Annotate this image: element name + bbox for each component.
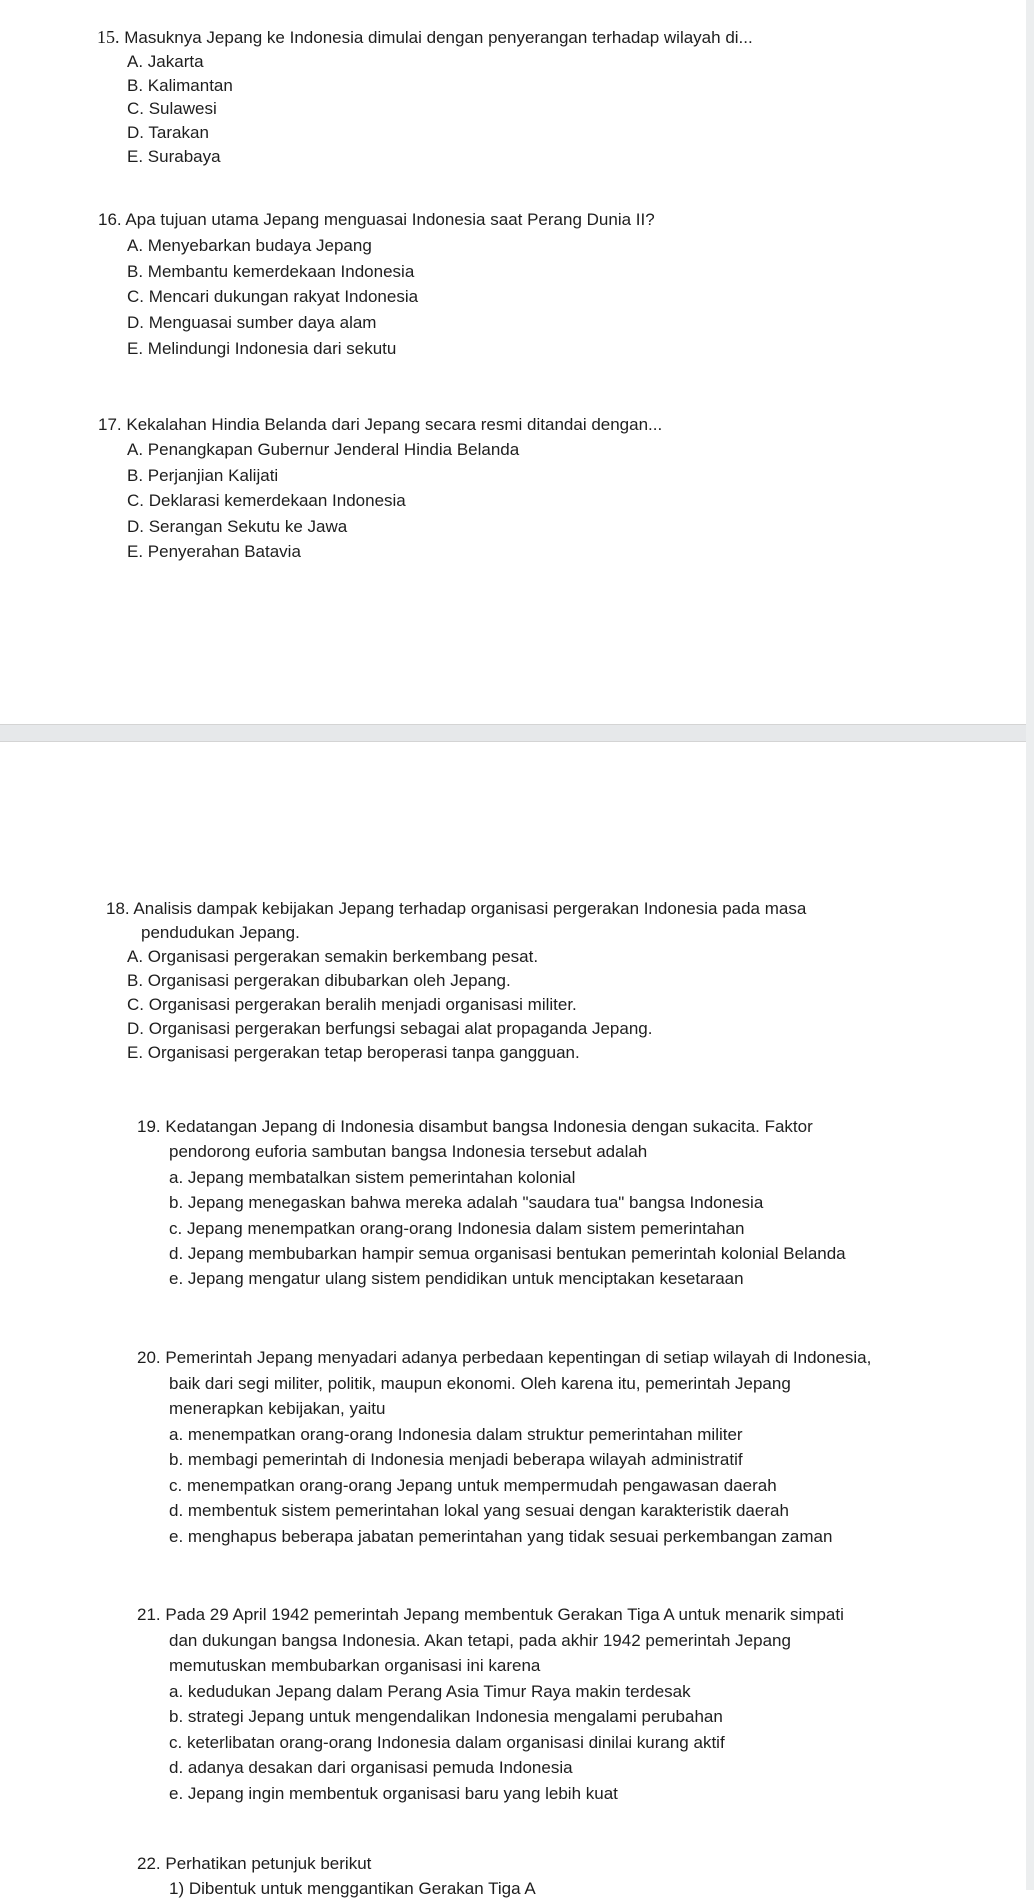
question-19-stem-line: pendorong euforia sambutan bangsa Indonesia tersebut adalah	[169, 1142, 648, 1161]
q22-partial-line: 1) Dibentuk untuk menggantikan Gerakan Tiga A	[169, 1879, 536, 1898]
q21-option: c. keterlibatan orang-orang Indonesia dalam organisasi dinilai kurang aktif	[169, 1733, 725, 1752]
question-18-stem-line: 18. Analisis dampak kebijakan Jepang terhadap organisasi pergerakan Indonesia pada masa	[106, 899, 807, 918]
question-15-number: 15.	[97, 27, 120, 47]
document-page-1	[0, 0, 1027, 724]
q20-option: e. menghapus beberapa jabatan pemerintahan yang tidak sesuai perkembangan zaman	[169, 1527, 833, 1546]
q19-option: b. Jepang menegaskan bahwa mereka adalah "saudara tua" bangsa Indonesia	[169, 1193, 764, 1212]
q19-option: d. Jepang membubarkan hampir semua organisasi bentukan pemerintah kolonial Belanda	[169, 1244, 846, 1263]
q15-option: B. Kalimantan	[127, 76, 233, 95]
q16-option: E. Melindungi Indonesia dari sekutu	[127, 339, 397, 358]
q17-option: D. Serangan Sekutu ke Jawa	[127, 517, 348, 536]
question-20-stem-line: menerapkan kebijakan, yaitu	[169, 1399, 386, 1418]
question-21-stem-line: dan dukungan bangsa Indonesia. Akan tetapi, pada akhir 1942 pemerintah Jepang	[169, 1631, 791, 1650]
q19-option: a. Jepang membatalkan sistem pemerintahan kolonial	[169, 1168, 576, 1187]
viewer-right-edge	[1026, 0, 1034, 1890]
question-17-stem: 17. Kekalahan Hindia Belanda dari Jepang secara resmi ditandai dengan...	[98, 415, 663, 434]
q15-option: E. Surabaya	[127, 147, 221, 166]
question-21-stem-line: memutuskan membubarkan organisasi ini karena	[169, 1656, 541, 1675]
page-separator	[0, 724, 1034, 742]
q18-option: D. Organisasi pergerakan berfungsi sebagai alat propaganda Jepang.	[127, 1019, 653, 1038]
q15-option: A. Jakarta	[127, 52, 204, 71]
q16-option: D. Menguasai sumber daya alam	[127, 313, 377, 332]
question-15-text: Masuknya Jepang ke Indonesia dimulai dengan penyerangan terhadap wilayah di...	[124, 28, 753, 47]
q21-option: b. strategi Jepang untuk mengendalikan Indonesia mengalami perubahan	[169, 1707, 723, 1726]
question-20-stem-line: 20. Pemerintah Jepang menyadari adanya perbedaan kepentingan di setiap wilayah di Indonesia,	[137, 1348, 872, 1367]
q19-option: c. Jepang menempatkan orang-orang Indonesia dalam sistem pemerintahan	[169, 1219, 745, 1238]
question-16-stem: 16. Apa tujuan utama Jepang menguasai Indonesia saat Perang Dunia II?	[98, 210, 655, 229]
q20-option: b. membagi pemerintah di Indonesia menjadi beberapa wilayah administratif	[169, 1450, 743, 1469]
q19-option: e. Jepang mengatur ulang sistem pendidikan untuk menciptakan kesetaraan	[169, 1269, 744, 1288]
question-18-stem-line: pendudukan Jepang.	[141, 923, 300, 942]
document-page-2	[0, 742, 1027, 1898]
q17-option: C. Deklarasi kemerdekaan Indonesia	[127, 491, 406, 510]
question-20-stem-line: baik dari segi militer, politik, maupun ekonomi. Oleh karena itu, pemerintah Jepang	[169, 1374, 791, 1393]
q15-option: C. Sulawesi	[127, 99, 217, 118]
q21-option: a. kedudukan Jepang dalam Perang Asia Timur Raya makin terdesak	[169, 1682, 691, 1701]
q16-option: B. Membantu kemerdekaan Indonesia	[127, 262, 415, 281]
q18-option: B. Organisasi pergerakan dibubarkan oleh Jepang.	[127, 971, 511, 990]
q16-option: C. Mencari dukungan rakyat Indonesia	[127, 287, 419, 306]
q21-option: d. adanya desakan dari organisasi pemuda Indonesia	[169, 1758, 573, 1777]
question-15-stem	[97, 26, 753, 49]
q21-option: e. Jepang ingin membentuk organisasi baru yang lebih kuat	[169, 1784, 618, 1803]
q17-option: B. Perjanjian Kalijati	[127, 466, 279, 485]
q16-option: A. Menyebarkan budaya Jepang	[127, 236, 372, 255]
q18-option: E. Organisasi pergerakan tetap beroperasi tanpa gangguan.	[127, 1043, 580, 1062]
question-19-stem-line: 19. Kedatangan Jepang di Indonesia disambut bangsa Indonesia dengan sukacita. Faktor	[137, 1117, 813, 1136]
question-21-stem-line: 21. Pada 29 April 1942 pemerintah Jepang membentuk Gerakan Tiga A untuk menarik simpati	[137, 1605, 844, 1624]
question-22-stem: 22. Perhatikan petunjuk berikut	[137, 1854, 372, 1873]
q17-option: A. Penangkapan Gubernur Jenderal Hindia Belanda	[127, 440, 520, 459]
q20-option: a. menempatkan orang-orang Indonesia dalam struktur pemerintahan militer	[169, 1425, 743, 1444]
q20-option: d. membentuk sistem pemerintahan lokal yang sesuai dengan karakteristik daerah	[169, 1501, 789, 1520]
q18-option: A. Organisasi pergerakan semakin berkembang pesat.	[127, 947, 539, 966]
q18-option: C. Organisasi pergerakan beralih menjadi organisasi militer.	[127, 995, 577, 1014]
q17-option: E. Penyerahan Batavia	[127, 542, 301, 561]
q20-option: c. menempatkan orang-orang Jepang untuk mempermudah pengawasan daerah	[169, 1476, 777, 1495]
q15-option: D. Tarakan	[127, 123, 209, 142]
